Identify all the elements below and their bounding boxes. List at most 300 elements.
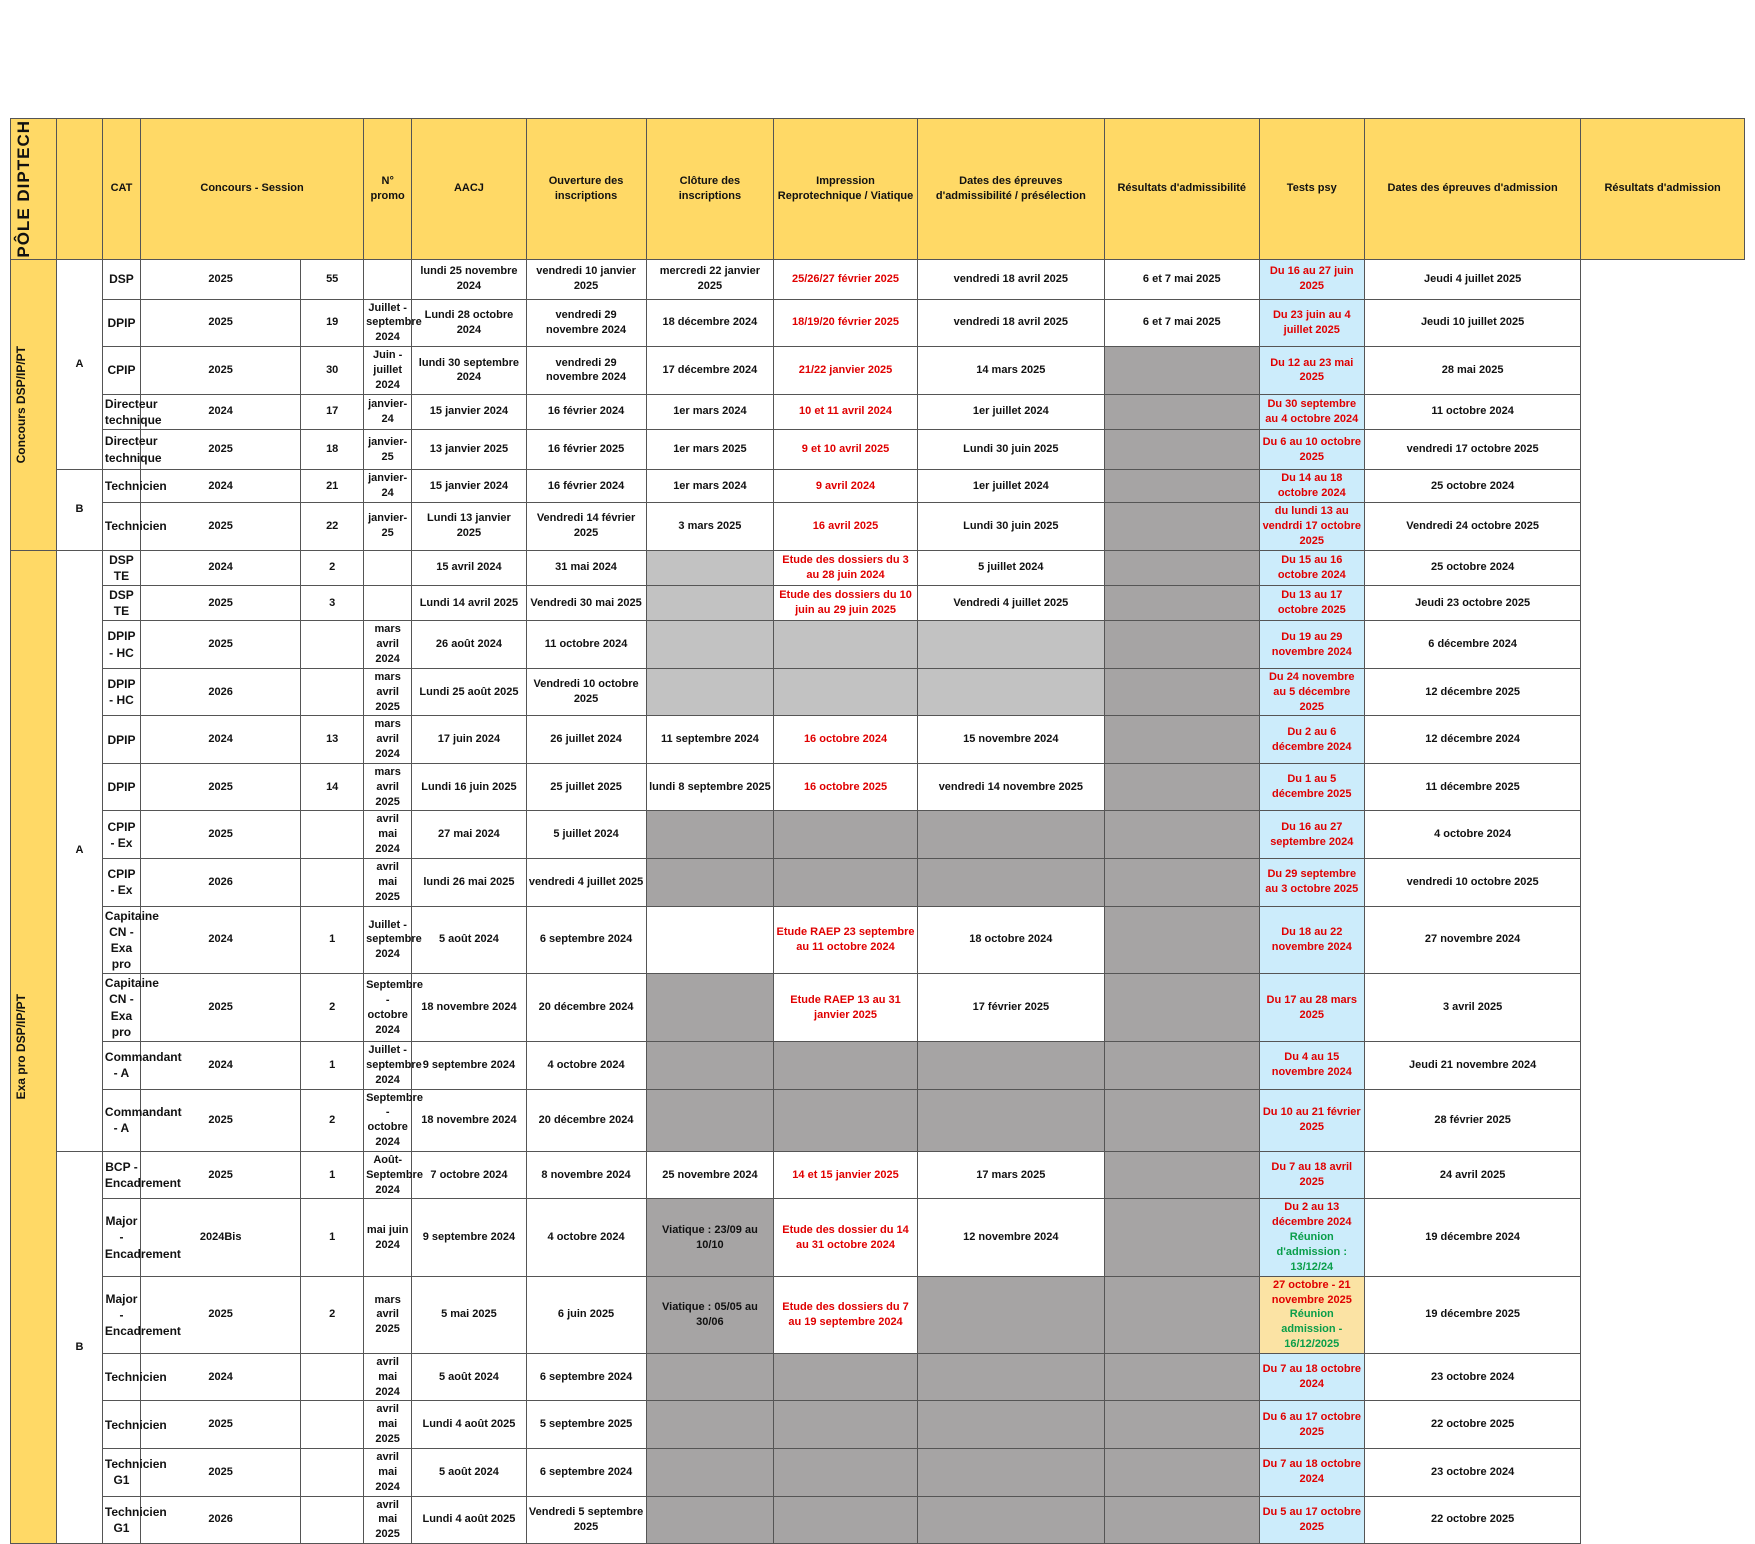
session-year: 2025: [141, 1448, 301, 1496]
ouverture-cell: 18 novembre 2024: [412, 974, 526, 1042]
tests-psy-cell: [1104, 430, 1259, 470]
tests-psy-cell: [1104, 1276, 1259, 1353]
session-year: 2025: [141, 299, 301, 347]
tests-psy-cell: [1104, 470, 1259, 503]
aacj-cell: mai juin 2024: [364, 1199, 412, 1276]
promo-number: [301, 1448, 364, 1496]
admission-cell: Du 6 au 17 octobre 2025: [1259, 1401, 1364, 1449]
impression-cell: [646, 1353, 774, 1401]
res-admission-cell: Jeudi 23 octobre 2025: [1364, 585, 1580, 620]
res-admissibilite-cell: Lundi 30 juin 2025: [917, 430, 1104, 470]
aacj-cell: janvier-25: [364, 503, 412, 551]
impression-cell: 18 décembre 2024: [646, 299, 774, 347]
res-admissibilite-cell: [917, 811, 1104, 859]
impression-cell: [646, 974, 774, 1042]
table-row: [11, 550, 1745, 585]
cloture-cell: 20 décembre 2024: [526, 1089, 646, 1151]
promo-number: 30: [301, 347, 364, 395]
promo-number: 55: [301, 259, 364, 299]
promo-number: 19: [301, 299, 364, 347]
admissibilite-cell: 25/26/27 février 2025: [774, 259, 917, 299]
table-row: [11, 430, 1745, 470]
ouverture-cell: 17 juin 2024: [412, 716, 526, 764]
session-year: 2024: [141, 470, 301, 503]
aacj-cell: janvier-24: [364, 470, 412, 503]
impression-cell: Viatique : 05/05 au 30/06: [646, 1276, 774, 1353]
tests-psy-cell: [1104, 668, 1259, 716]
res-admission-cell: 19 décembre 2025: [1364, 1276, 1580, 1353]
promo-number: 13: [301, 716, 364, 764]
res-admissibilite-cell: 1er juillet 2024: [917, 394, 1104, 429]
session-year: 2025: [141, 503, 301, 551]
cloture-cell: 6 septembre 2024: [526, 1448, 646, 1496]
concours-name: Technicien G1: [102, 1448, 140, 1496]
cat-header: CAT: [102, 119, 140, 260]
promo-number: [301, 811, 364, 859]
group-exa-label-cell: [11, 550, 57, 1543]
table-row: [11, 668, 1745, 716]
table-row: [11, 1448, 1745, 1496]
impression-cell: mercredi 22 janvier 2025: [646, 259, 774, 299]
res-admission-cell: 27 novembre 2024: [1364, 906, 1580, 974]
promo-number: 1: [301, 1042, 364, 1090]
table-row: [11, 1199, 1745, 1276]
admissibilite-cell: [774, 1448, 917, 1496]
aacj-cell: [364, 550, 412, 585]
promo-number: 21: [301, 470, 364, 503]
promo-number: 18: [301, 430, 364, 470]
concours-name: Major - Encadrement: [102, 1276, 140, 1353]
admissibilite-cell: [774, 1353, 917, 1401]
tests-psy-cell: [1104, 1448, 1259, 1496]
ouverture-cell: 18 novembre 2024: [412, 1089, 526, 1151]
concours-name: CPIP - Ex: [102, 859, 140, 907]
session-year: 2024: [141, 394, 301, 429]
impression-cell: [646, 621, 774, 669]
session-year: 2025: [141, 347, 301, 395]
session-year: 2024: [141, 1353, 301, 1401]
res-admission-cell: 28 février 2025: [1364, 1089, 1580, 1151]
session-year: 2025: [141, 1276, 301, 1353]
table-row: [11, 299, 1745, 347]
table-row: [11, 347, 1745, 395]
table-row: [11, 1401, 1745, 1449]
table-row: [11, 1151, 1745, 1199]
admissibilite-cell: Etude RAEP 13 au 31 janvier 2025: [774, 974, 917, 1042]
group-concours-label: Concours DSP/IP/PT: [14, 345, 28, 464]
cloture-cell: Vendredi 30 mai 2025: [526, 585, 646, 620]
concours-name: Directeur technique: [102, 394, 140, 429]
res-admissibilite-cell: [917, 1401, 1104, 1449]
ouverture-cell: 5 août 2024: [412, 1353, 526, 1401]
res-admission-cell: 22 octobre 2025: [1364, 1401, 1580, 1449]
admission-cell: Du 4 au 15 novembre 2024: [1259, 1042, 1364, 1090]
ouverture-cell: 27 mai 2024: [412, 811, 526, 859]
aacj-cell: Juin - juillet 2024: [364, 347, 412, 395]
cat-cell: A: [56, 550, 102, 1151]
admissibilite-cell: 9 avril 2024: [774, 470, 917, 503]
impression-cell: [646, 1496, 774, 1544]
admissibilite-cell: 10 et 11 avril 2024: [774, 394, 917, 429]
table-row: [11, 716, 1745, 764]
tests-psy-cell: 6 et 7 mai 2025: [1104, 299, 1259, 347]
promo-number: 2: [301, 1276, 364, 1353]
admission-cell: Du 18 au 22 novembre 2024: [1259, 906, 1364, 974]
table-row: [11, 394, 1745, 429]
concours-name: DPIP - HC: [102, 621, 140, 669]
impression-cell: 1er mars 2025: [646, 430, 774, 470]
session-year: 2025: [141, 763, 301, 811]
admission-cell: Du 29 septembre au 3 octobre 2025: [1259, 859, 1364, 907]
table-row: [11, 859, 1745, 907]
admission-cell: Du 5 au 17 octobre 2025: [1259, 1496, 1364, 1544]
res-admissibilite-cell: Lundi 30 juin 2025: [917, 503, 1104, 551]
cat-cell: A: [56, 259, 102, 469]
impression-cell: 1er mars 2024: [646, 470, 774, 503]
res-admissibilite-cell: [917, 1353, 1104, 1401]
aacj-cell: mars avril 2025: [364, 668, 412, 716]
res-admission-cell: Jeudi 4 juillet 2025: [1364, 259, 1580, 299]
cloture-cell: 4 octobre 2024: [526, 1199, 646, 1276]
res-admissibilite-cell: [917, 1042, 1104, 1090]
impression-cell: 1er mars 2024: [646, 394, 774, 429]
aacj-cell: janvier-25: [364, 430, 412, 470]
aacj-cell: avril mai 2025: [364, 859, 412, 907]
table-row: [11, 259, 1745, 299]
res-admissibilite-cell: 18 octobre 2024: [917, 906, 1104, 974]
cloture-cell: Vendredi 10 octobre 2025: [526, 668, 646, 716]
admissibilite-cell: Etude des dossiers du 10 juin au 29 juin 2025: [774, 585, 917, 620]
tests-psy-cell: [1104, 503, 1259, 551]
admissibilite-cell: [774, 1401, 917, 1449]
ouverture-cell: 15 janvier 2024: [412, 470, 526, 503]
res-admission-cell: 23 octobre 2024: [1364, 1448, 1580, 1496]
tests-psy-cell: [1104, 1496, 1259, 1544]
admissibilite-cell: 16 avril 2025: [774, 503, 917, 551]
admission-cell: Du 15 au 16 octobre 2024: [1259, 550, 1364, 585]
concours-name: Commandant - A: [102, 1042, 140, 1090]
aacj-cell: Août-Septembre 2024: [364, 1151, 412, 1199]
ouverture-cell: Lundi 13 janvier 2025: [412, 503, 526, 551]
admission-cell: Du 14 au 18 octobre 2024: [1259, 470, 1364, 503]
aacj-cell: [364, 585, 412, 620]
ouverture-cell: 7 octobre 2024: [412, 1151, 526, 1199]
res-admissibilite-cell: vendredi 18 avril 2025: [917, 299, 1104, 347]
promo-number: 17: [301, 394, 364, 429]
admission-cell: [1259, 1199, 1364, 1276]
impression-cell: 11 septembre 2024: [646, 716, 774, 764]
ouverture-cell: lundi 30 septembre 2024: [412, 347, 526, 395]
tests-psy-cell: [1104, 347, 1259, 395]
cloture-cell: 11 octobre 2024: [526, 621, 646, 669]
admissibilite-cell: [774, 1089, 917, 1151]
admission-cell: du lundi 13 au vendrdi 17 octobre 2025: [1259, 503, 1364, 551]
aacj-cell: Juillet - septembre 2024: [364, 906, 412, 974]
table-row: [11, 763, 1745, 811]
concours-name: DSP TE: [102, 550, 140, 585]
concours-name: Technicien: [102, 503, 140, 551]
cloture-cell: 16 février 2024: [526, 470, 646, 503]
concours-name: Directeur technique: [102, 430, 140, 470]
admissibilite-cell: [774, 621, 917, 669]
res-admission-cell: 28 mai 2025: [1364, 347, 1580, 395]
impression-cell: 25 novembre 2024: [646, 1151, 774, 1199]
session-year: 2024Bis: [141, 1199, 301, 1276]
admission-meeting-note: Réunion d'admission : 13/12/24: [1276, 1231, 1347, 1273]
impression-cell: [646, 1089, 774, 1151]
impression-cell: [646, 550, 774, 585]
cat-cell: B: [56, 1151, 102, 1543]
promo-number: [301, 621, 364, 669]
session-year: 2025: [141, 1401, 301, 1449]
admission-cell: Du 10 au 21 février 2025: [1259, 1089, 1364, 1151]
cloture-cell: 16 février 2025: [526, 430, 646, 470]
table-row: [11, 1353, 1745, 1401]
aacj-cell: Juillet - septembre 2024: [364, 1042, 412, 1090]
cloture-cell: 31 mai 2024: [526, 550, 646, 585]
cloture-cell: 6 juin 2025: [526, 1276, 646, 1353]
res-admissibilite-cell: vendredi 14 novembre 2025: [917, 763, 1104, 811]
ouverture-cell: Lundi 4 août 2025: [412, 1496, 526, 1544]
promo-number: 22: [301, 503, 364, 551]
epreuves-admission-header: Dates des épreuves d'admission: [1364, 119, 1580, 260]
tests-psy-cell: 6 et 7 mai 2025: [1104, 259, 1259, 299]
cloture-cell: 25 juillet 2025: [526, 763, 646, 811]
tests-psy-cell: [1104, 1089, 1259, 1151]
promo-number: 14: [301, 763, 364, 811]
aacj-cell: avril mai 2025: [364, 1496, 412, 1544]
group-header-blank: [56, 119, 102, 260]
concours-name: DPIP - HC: [102, 668, 140, 716]
cloture-cell: 16 février 2024: [526, 394, 646, 429]
res-admission-cell: 11 décembre 2025: [1364, 763, 1580, 811]
admissibilite-cell: Etude des dossiers du 7 au 19 septembre 2024: [774, 1276, 917, 1353]
aacj-cell: avril mai 2024: [364, 1448, 412, 1496]
header-row: [11, 119, 1745, 260]
ouverture-cell: 13 janvier 2025: [412, 430, 526, 470]
session-year: 2025: [141, 621, 301, 669]
promo-number: 1: [301, 1199, 364, 1276]
admissibilite-cell: [774, 1042, 917, 1090]
admissibilite-cell: [774, 859, 917, 907]
res-admissibilite-cell: [917, 1448, 1104, 1496]
session-year: 2025: [141, 585, 301, 620]
ouverture-cell: Lundi 14 avril 2025: [412, 585, 526, 620]
promo-number: 2: [301, 550, 364, 585]
group-concours-label-cell: [11, 259, 57, 550]
table-row: [11, 974, 1745, 1042]
session-year: 2024: [141, 1042, 301, 1090]
aacj-cell: mars avril 2025: [364, 1276, 412, 1353]
concours-name: Commandant - A: [102, 1089, 140, 1151]
admission-cell: Du 7 au 18 octobre 2024: [1259, 1448, 1364, 1496]
epreuves-admissibilite-header: Dates des épreuves d'admissibilité / présélection: [917, 119, 1104, 260]
res-admissibilite-cell: [917, 668, 1104, 716]
concours-name: Capitaine CN - Exa pro: [102, 906, 140, 974]
promo-number: [301, 1496, 364, 1544]
res-admissibilite-cell: 15 novembre 2024: [917, 716, 1104, 764]
res-admission-cell: 4 octobre 2024: [1364, 811, 1580, 859]
impression-cell: 17 décembre 2024: [646, 347, 774, 395]
impression-cell: [646, 906, 774, 974]
cloture-cell: Vendredi 5 septembre 2025: [526, 1496, 646, 1544]
tests-psy-cell: [1104, 1401, 1259, 1449]
admissibilite-cell: [774, 1496, 917, 1544]
resultats-admissibilite-header: Résultats d'admissibilité: [1104, 119, 1259, 260]
tests-psy-cell: [1104, 1199, 1259, 1276]
table-row: [11, 1089, 1745, 1151]
res-admission-cell: 12 décembre 2024: [1364, 716, 1580, 764]
concours-name: DPIP: [102, 299, 140, 347]
admission-meeting-note: Réunion admission - 16/12/2025: [1281, 1308, 1343, 1351]
tests-psy-cell: [1104, 811, 1259, 859]
res-admission-cell: vendredi 17 octobre 2025: [1364, 430, 1580, 470]
admissibilite-cell: Etude RAEP 23 septembre au 11 octobre 2024: [774, 906, 917, 974]
promo-number: 2: [301, 1089, 364, 1151]
admissibilite-cell: [774, 811, 917, 859]
tests-psy-cell: [1104, 621, 1259, 669]
res-admissibilite-cell: Vendredi 4 juillet 2025: [917, 585, 1104, 620]
resultats-admission-header: Résultats d'admission: [1581, 119, 1745, 260]
table-row: [11, 1042, 1745, 1090]
admission-cell: Du 7 au 18 octobre 2024: [1259, 1353, 1364, 1401]
res-admissibilite-cell: [917, 621, 1104, 669]
cloture-cell: 26 juillet 2024: [526, 716, 646, 764]
cloture-cell: 5 juillet 2024: [526, 811, 646, 859]
aacj-cell: Juillet - septembre 2024: [364, 299, 412, 347]
concours-name: CPIP - Ex: [102, 811, 140, 859]
table-row: [11, 811, 1745, 859]
concours-name: CPIP: [102, 347, 140, 395]
ouverture-cell: lundi 25 novembre 2024: [412, 259, 526, 299]
group-exa-label: Exa pro DSP/IP/PT: [14, 994, 28, 1100]
ouverture-cell: Lundi 4 août 2025: [412, 1401, 526, 1449]
table-row: [11, 1276, 1745, 1353]
admission-dates: Du 2 au 13 décembre 2024: [1272, 1201, 1352, 1229]
promo-number: 1: [301, 906, 364, 974]
admission-cell: [1259, 1276, 1364, 1353]
impression-cell: [646, 1448, 774, 1496]
ouverture-cell: Lundi 25 août 2025: [412, 668, 526, 716]
ouverture-cell: 5 août 2024: [412, 906, 526, 974]
aacj-cell: mars avril 2024: [364, 716, 412, 764]
promo-header: N° promo: [364, 119, 412, 260]
impression-cell: [646, 859, 774, 907]
res-admission-cell: 3 avril 2025: [1364, 974, 1580, 1042]
concours-name: Technicien: [102, 1401, 140, 1449]
concours-name: DPIP: [102, 763, 140, 811]
table-row: [11, 906, 1745, 974]
promo-number: [301, 668, 364, 716]
cloture-cell: vendredi 29 novembre 2024: [526, 347, 646, 395]
admissibilite-cell: 16 octobre 2024: [774, 716, 917, 764]
impression-cell: [646, 1042, 774, 1090]
session-year: 2025: [141, 811, 301, 859]
res-admissibilite-cell: 17 février 2025: [917, 974, 1104, 1042]
admission-cell: Du 16 au 27 septembre 2024: [1259, 811, 1364, 859]
tests-psy-cell: [1104, 716, 1259, 764]
res-admissibilite-cell: [917, 859, 1104, 907]
admissibilite-cell: 9 et 10 avril 2025: [774, 430, 917, 470]
ouverture-cell: 5 août 2024: [412, 1448, 526, 1496]
admission-cell: Du 12 au 23 mai 2025: [1259, 347, 1364, 395]
res-admissibilite-cell: 12 novembre 2024: [917, 1199, 1104, 1276]
admissibilite-cell: [774, 668, 917, 716]
tests-psy-cell: [1104, 394, 1259, 429]
res-admissibilite-cell: 1er juillet 2024: [917, 470, 1104, 503]
res-admission-cell: Vendredi 24 octobre 2025: [1364, 503, 1580, 551]
promo-number: 3: [301, 585, 364, 620]
admission-cell: Du 1 au 5 décembre 2025: [1259, 763, 1364, 811]
impression-cell: [646, 585, 774, 620]
res-admissibilite-cell: 14 mars 2025: [917, 347, 1104, 395]
promo-number: 1: [301, 1151, 364, 1199]
ouverture-cell: 9 septembre 2024: [412, 1042, 526, 1090]
aacj-cell: avril mai 2025: [364, 1401, 412, 1449]
admissibilite-cell: 14 et 15 janvier 2025: [774, 1151, 917, 1199]
aacj-cell: mars avril 2024: [364, 621, 412, 669]
admission-cell: Du 30 septembre au 4 octobre 2024: [1259, 394, 1364, 429]
session-year: 2026: [141, 1496, 301, 1544]
session-year: 2024: [141, 550, 301, 585]
ouverture-header: Ouverture des inscriptions: [526, 119, 646, 260]
impression-cell: 3 mars 2025: [646, 503, 774, 551]
res-admissibilite-cell: 17 mars 2025: [917, 1151, 1104, 1199]
promo-number: [301, 1353, 364, 1401]
admission-cell: Du 6 au 10 octobre 2025: [1259, 430, 1364, 470]
concours-name: DSP: [102, 259, 140, 299]
promo-number: [301, 1401, 364, 1449]
res-admissibilite-cell: [917, 1496, 1104, 1544]
res-admission-cell: 25 octobre 2024: [1364, 550, 1580, 585]
session-year: 2025: [141, 974, 301, 1042]
impression-cell: Viatique : 23/09 au 10/10: [646, 1199, 774, 1276]
ouverture-cell: Lundi 28 octobre 2024: [412, 299, 526, 347]
promo-number: 2: [301, 974, 364, 1042]
admission-cell: Du 16 au 27 juin 2025: [1259, 259, 1364, 299]
res-admission-cell: vendredi 10 octobre 2025: [1364, 859, 1580, 907]
res-admission-cell: 25 octobre 2024: [1364, 470, 1580, 503]
res-admission-cell: Jeudi 21 novembre 2024: [1364, 1042, 1580, 1090]
impression-header: Impression Reprotechnique / Viatique: [774, 119, 917, 260]
session-year: 2025: [141, 430, 301, 470]
admissibilite-cell: Etude des dossiers du 3 au 28 juin 2024: [774, 550, 917, 585]
ouverture-cell: 15 janvier 2024: [412, 394, 526, 429]
aacj-cell: [364, 259, 412, 299]
ouverture-cell: Lundi 16 juin 2025: [412, 763, 526, 811]
cloture-cell: vendredi 4 juillet 2025: [526, 859, 646, 907]
impression-cell: [646, 811, 774, 859]
res-admission-cell: 11 octobre 2024: [1364, 394, 1580, 429]
tests-psy-cell: [1104, 974, 1259, 1042]
cloture-cell: 5 septembre 2025: [526, 1401, 646, 1449]
tests-psy-cell: [1104, 585, 1259, 620]
cloture-cell: vendredi 29 novembre 2024: [526, 299, 646, 347]
res-admission-cell: Jeudi 10 juillet 2025: [1364, 299, 1580, 347]
admission-cell: Du 2 au 6 décembre 2024: [1259, 716, 1364, 764]
admission-dates: 27 octobre - 21 novembre 2025: [1271, 1278, 1352, 1306]
tests-psy-cell: [1104, 1151, 1259, 1199]
admissibilite-cell: Etude des dossier du 14 au 31 octobre 2024: [774, 1199, 917, 1276]
tests-psy-cell: [1104, 763, 1259, 811]
res-admissibilite-cell: 5 juillet 2024: [917, 550, 1104, 585]
aacj-cell: janvier-24: [364, 394, 412, 429]
diptech-schedule-table: [10, 118, 1745, 1544]
session-year: 2024: [141, 716, 301, 764]
session-year: 2025: [141, 259, 301, 299]
res-admissibilite-cell: [917, 1089, 1104, 1151]
cloture-cell: vendredi 10 janvier 2025: [526, 259, 646, 299]
